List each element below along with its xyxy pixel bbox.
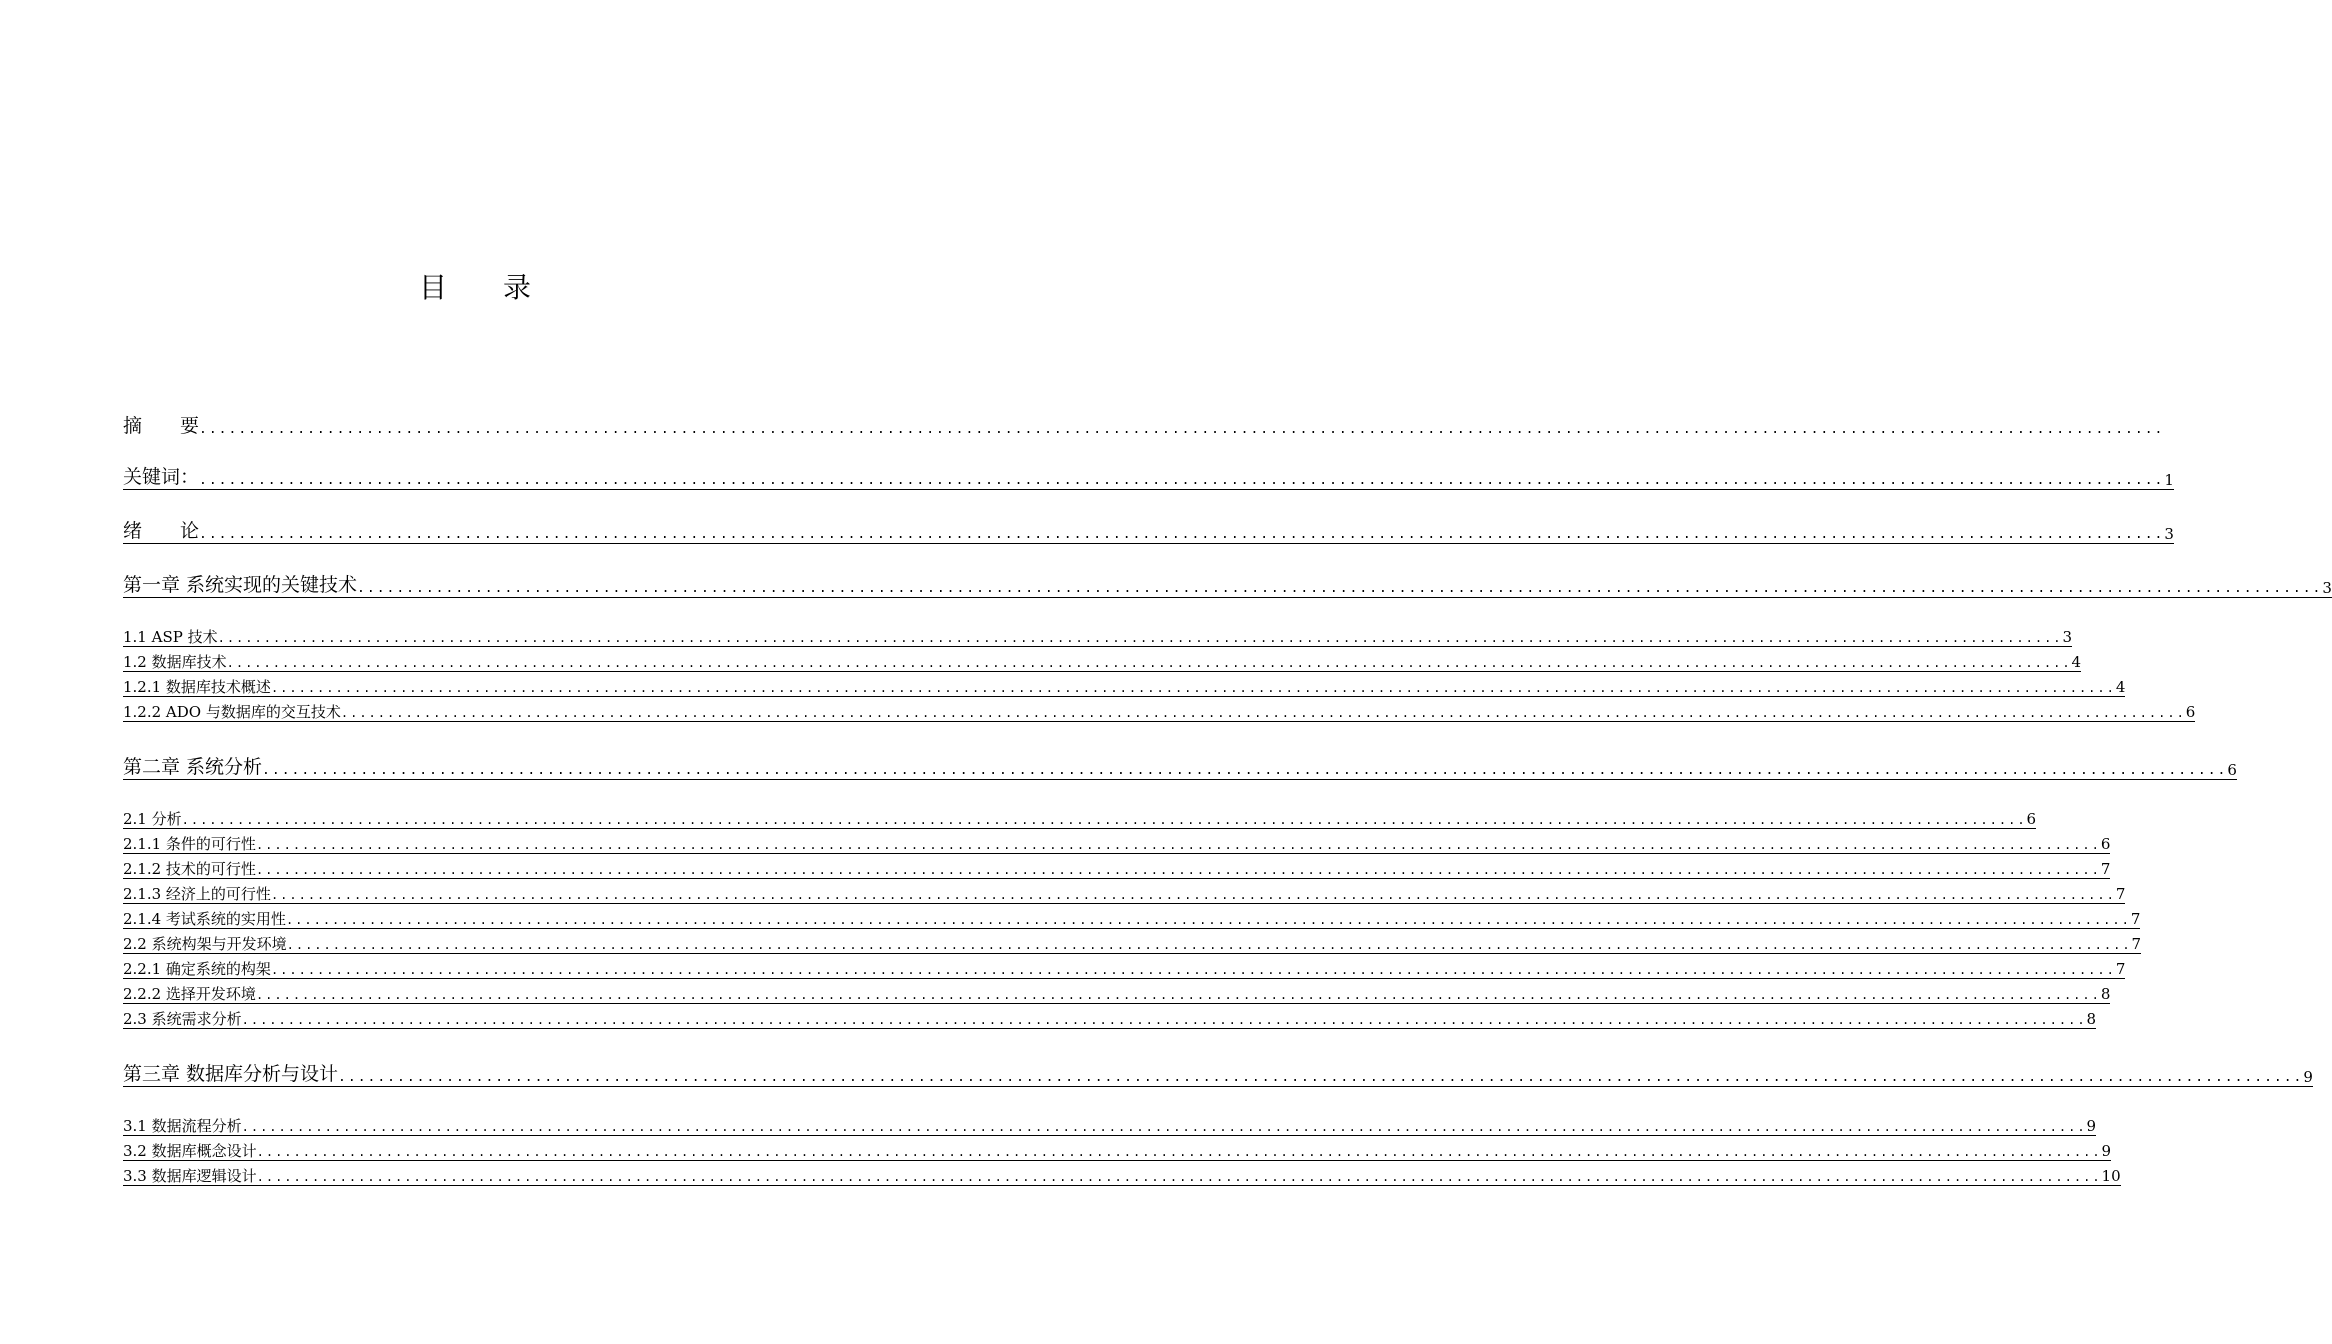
toc-entry-page: 10 <box>2101 1166 2121 1185</box>
toc-entry-label: 3.1 数据流程分析 <box>123 1116 242 1135</box>
toc-leader-dots: ........................................................................................................................................................................................................ <box>181 813 2027 828</box>
toc-entry-label: 3.3 数据库逻辑设计 <box>123 1166 257 1185</box>
toc-entry-page: 8 <box>2100 984 2111 1003</box>
toc-entry-page: 9 <box>2101 1141 2112 1160</box>
toc-leader-dots: ........................................................................................................................................................................................................ <box>285 913 2131 928</box>
toc-leader-dots: ........................................................................................................................................................................................................ <box>357 581 2323 597</box>
toc-entry-label: 第一章 系统实现的关键技术 <box>123 574 358 597</box>
toc-entry-1-2-1[interactable] <box>123 675 2126 697</box>
toc-leader-dots: ........................................................................................................................................................................................................ <box>338 1070 2304 1086</box>
toc-entry-3-3[interactable] <box>123 1164 2121 1186</box>
toc-entry-page: 1 <box>2164 470 2174 489</box>
toc-entry-label: 2.3 系统需求分析 <box>123 1009 242 1028</box>
toc-leader-dots: ........................................................................................................................................................................................................ <box>241 1120 2087 1135</box>
toc-leader-dots: ........................................................................................................................................................................................................ <box>199 473 2165 489</box>
toc-entry-label: 1.2 数据库技术 <box>123 652 227 671</box>
toc-entry-chapter-3[interactable] <box>123 1059 2313 1087</box>
toc-entry-keywords[interactable] <box>123 462 2174 490</box>
toc-leader-dots: ........................................................................................................................................................................................................ <box>270 888 2116 903</box>
toc-leader-dots: ........................................................................................................................................................................................................ <box>340 706 2186 721</box>
toc-leader-dots: ........................................................................................................................................................................................................ <box>199 527 2165 543</box>
toc-entry-page: 3 <box>2322 578 2332 597</box>
toc-entry-label: 绪 论 <box>123 520 200 543</box>
toc-entry-2-1[interactable] <box>123 807 2037 829</box>
toc-entry-page: 4 <box>2115 677 2126 696</box>
toc-entry-abstract[interactable] <box>123 410 2165 438</box>
toc-entry-page: 7 <box>2100 859 2111 878</box>
toc-leader-dots: ........................................................................................................................................................................................................ <box>262 763 2228 779</box>
toc-entry-label: 1.2.1 数据库技术概述 <box>123 677 271 696</box>
toc-leader-dots: ........................................................................................................................................................................................................ <box>255 988 2101 1003</box>
toc-entry-page: 6 <box>2227 760 2237 779</box>
toc-entry-label: 第三章 数据库分析与设计 <box>123 1063 339 1086</box>
toc-leader-dots: ........................................................................................................................................................................................................ <box>255 838 2101 853</box>
toc-leader-dots: ........................................................................................................................................................................................................ <box>226 656 2072 671</box>
toc-leader-dots: ........................................................................................................................................................................................................ <box>286 938 2132 953</box>
toc-entry-page: 6 <box>2185 702 2196 721</box>
toc-entry-label: 2.2.2 选择开发环境 <box>123 984 256 1003</box>
toc-entry-1-2[interactable] <box>123 650 2082 672</box>
toc-leader-dots: ........................................................................................................................................................................................................ <box>270 681 2116 696</box>
toc-entry-label: 2.1.2 技术的可行性 <box>123 859 256 878</box>
toc-entry-2-1-4[interactable] <box>123 907 2141 929</box>
toc-entry-1-1[interactable] <box>123 625 2073 647</box>
toc-entry-page: 7 <box>2115 884 2126 903</box>
toc-entry-page: 7 <box>2130 909 2141 928</box>
toc-entry-label: 3.2 数据库概念设计 <box>123 1141 257 1160</box>
toc-entry-label: 2.1.1 条件的可行性 <box>123 834 256 853</box>
toc-entry-label: 2.1 分析 <box>123 809 182 828</box>
toc-leader-dots: ........................................................................................................................................................................................................ <box>217 631 2063 646</box>
toc-entry-2-2[interactable] <box>123 932 2142 954</box>
toc-entry-label: 2.1.3 经济上的可行性 <box>123 884 271 903</box>
toc-entry-page: 7 <box>2131 934 2142 953</box>
toc-title: 目 录 <box>418 271 531 304</box>
toc-entry-chapter-2[interactable] <box>123 752 2237 780</box>
toc-entry-label: 1.2.2 ADO 与数据库的交互技术 <box>123 702 341 721</box>
toc-entry-page: 9 <box>2303 1067 2313 1086</box>
toc-leader-dots: ........................................................................................................................................................................................................ <box>270 963 2116 978</box>
toc-entry-page: 7 <box>2115 959 2126 978</box>
toc-entry-chapter-1[interactable] <box>123 570 2332 598</box>
toc-entry-page: 3 <box>2062 627 2073 646</box>
toc-entry-label: 摘 要 <box>123 415 200 438</box>
toc-entry-introduction[interactable] <box>123 516 2174 544</box>
toc-leader-dots: ........................................................................................................................................................................................................ <box>241 1013 2087 1028</box>
toc-entry-label: 2.2.1 确定系统的构架 <box>123 959 271 978</box>
toc-entry-3-2[interactable] <box>123 1139 2112 1161</box>
toc-entry-page: 6 <box>2100 834 2111 853</box>
toc-leader-dots: ........................................................................................................................................................................................................ <box>256 1170 2102 1185</box>
toc-entry-label: 1.1 ASP 技术 <box>123 627 218 646</box>
toc-entry-2-1-1[interactable] <box>123 832 2111 854</box>
toc-entry-2-3[interactable] <box>123 1007 2097 1029</box>
toc-entry-2-2-1[interactable] <box>123 957 2126 979</box>
toc-leader-dots: ........................................................................................................................................................................................................ <box>199 422 2165 438</box>
toc-leader-dots: ........................................................................................................................................................................................................ <box>255 863 2101 878</box>
toc-entry-2-1-2[interactable] <box>123 857 2111 879</box>
toc-entry-page: 3 <box>2164 524 2174 543</box>
toc-entry-label: 2.1.4 考试系统的实用性 <box>123 909 286 928</box>
toc-entry-label: 2.2 系统构架与开发环境 <box>123 934 287 953</box>
toc-entry-page: 4 <box>2071 652 2082 671</box>
toc-entry-page: 8 <box>2086 1009 2097 1028</box>
toc-leader-dots: ........................................................................................................................................................................................................ <box>256 1145 2102 1160</box>
toc-entry-2-2-2[interactable] <box>123 982 2111 1004</box>
toc-entry-page: 9 <box>2086 1116 2097 1135</box>
toc-entry-3-1[interactable] <box>123 1114 2097 1136</box>
toc-entry-label: 第二章 系统分析 <box>123 756 263 779</box>
toc-entry-label: 关键词： <box>123 466 200 489</box>
toc-entry-2-1-3[interactable] <box>123 882 2126 904</box>
toc-entry-1-2-2[interactable] <box>123 700 2196 722</box>
toc-entry-page: 6 <box>2026 809 2037 828</box>
